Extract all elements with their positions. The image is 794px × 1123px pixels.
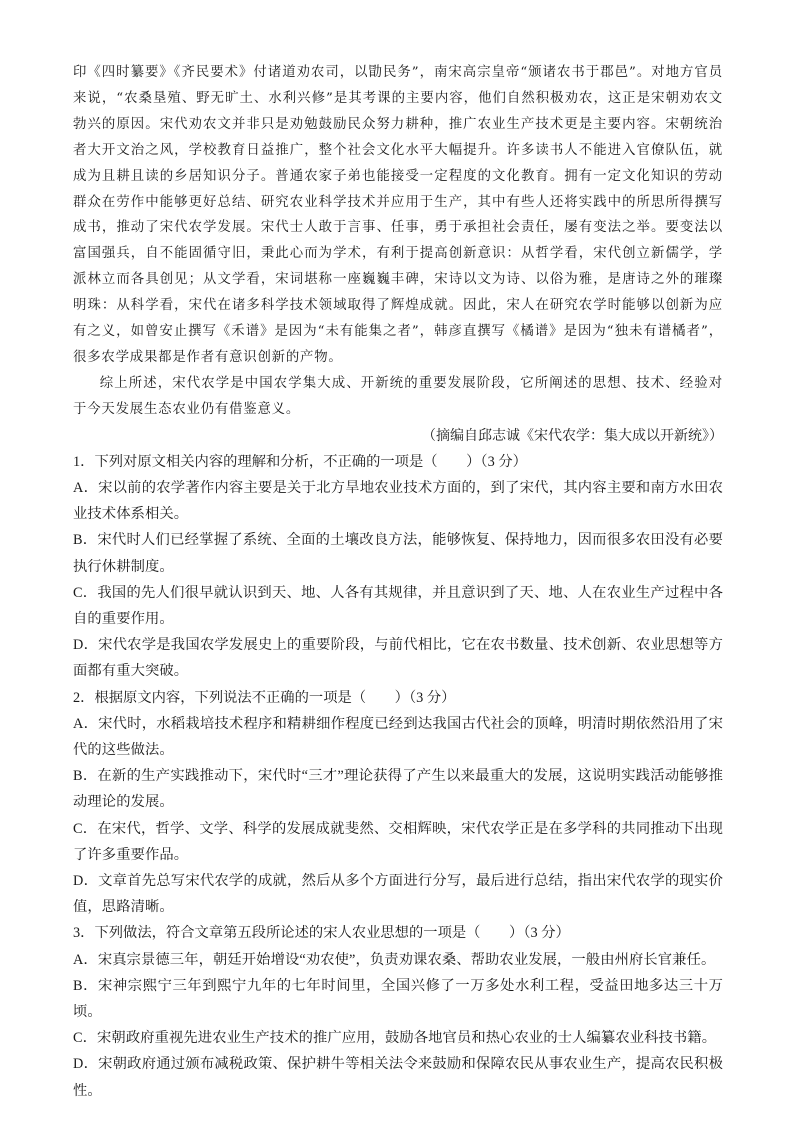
question-stem: 3．下列做法，符合文章第五段所论述的宋人农业思想的一项是（ ）（3 分） [73, 925, 570, 942]
question-option-b: B．在新的生产实践推动下，宋代时“三才”理论获得了产生以来最重大的发展，这说明实践活动能够推动理论的发展。 [73, 768, 723, 811]
question-option-a: A．宋真宗景德三年，朝廷开始增设“劝农使”，负责劝课农桑、帮助农业发展，一般由州府长官兼任。 [73, 951, 716, 968]
question-2 [73, 685, 723, 921]
question-3 [73, 920, 723, 1103]
passage-paragraph: 综上所述，宋代农学是中国农学集大成、开新统的重要发展阶段，它所阐述的思想、技术、经验对于今天发展生态农业仍有借鉴意义。 [73, 375, 723, 417]
passage-source: （摘编自邱志诚《宋代农学：集大成以开新统》） [422, 428, 723, 444]
question-option-d: D．宋朝政府通过颁布减税政策、保护耕牛等相关法令来鼓励和保障农民从事农业生产，提高农民积极性。 [73, 1056, 723, 1099]
question-option-c: C．宋朝政府重视先进农业生产技术的推广应用，鼓励各地官员和热心农业的士人编纂农业科技书籍。 [73, 1030, 717, 1047]
question-1 [73, 449, 723, 685]
exam-page [73, 60, 723, 1104]
passage-paragraph: 印《四时纂要》《齐民要术》付诸道劝农司，以勖民务”，南宋高宗皇帝“颁诸农书于郡邑”。对地方官员来说，“农桑垦殖、野无旷土、水利兴修”是其考课的主要内容，他们自然积极劝农，这正是宋朝劝农文勃兴的原因。宋代劝农文并非只是劝勉鼓励民众努力耕种，推广农业生产技术更是主要内容。宋朝统治者大开文治之风，学校教育日益推广，整个社会文化水平大幅提升。许多读书人不能进入官僚队伍，就成为且耕且读的乡居知识分子。普通农家子弟也能接受一定程度的文化教育。拥有一定文化知识的劳动群众在劳作中能够更好总结、研究农业科学技术并应用于生产，其中有些人还将实践中的所思所得撰写成书，推动了宋代农学发展。宋代士人敢于言事、任事，勇于承担社会责任，屡有变法之举。要变法以富国强兵，自不能固循守旧，秉此心而为学术，有利于提高创新意识：从哲学看，宋代创立新儒学，学派林立而各具创见；从文学看，宋词堪称一座巍巍丰碑，宋诗以文为诗、以俗为雅，是唐诗之外的璀璨明珠：从科学看，宋代在诸多科学技术领域取得了辉煌成就。因此，宋人在研究农学时能够以创新为应有之义，如曾安止撰写《禾谱》是因为“未有能集之者”，韩彦直撰写《橘谱》是因为“独未有谱橘者”，很多农学成果都是作者有意识创新的产物。 [73, 65, 723, 365]
question-option-c: C．我国的先人们很早就认识到天、地、人各有其规律，并且意识到了天、地、人在农业生产过程中各自的重要作用。 [73, 584, 723, 627]
question-list [73, 449, 723, 1104]
question-option-b: B．宋神宗熙宁三年到熙宁九年的七年时间里，全国兴修了一万多处水利工程，受益田地多达三十万顷。 [73, 977, 723, 1020]
question-option-d: D．宋代农学是我国农学发展史上的重要阶段，与前代相比，它在农书数量、技术创新、农业思想等方面都有重大突破。 [73, 637, 723, 680]
question-option-a: A．宋以前的农学著作内容主要是关于北方旱地农业技术方面的，到了宋代，其内容主要和南方水田农业技术体系相关。 [73, 479, 723, 523]
question-option-d: D．文章首先总写宋代农学的成就，然后从多个方面进行分写，最后进行总结，指出宋代农学的现实价值，思路清晰。 [73, 872, 723, 916]
question-stem: 1．下列对原文相关内容的理解和分析，不正确的一项是（ ）（3 分） [73, 453, 527, 470]
question-option-c: C．在宋代，哲学、文学、科学的发展成就斐然、交相辉映，宋代农学正是在多学科的共同推动下出现了许多重要作品。 [73, 820, 723, 863]
reading-passage [73, 60, 723, 423]
question-option-a: A．宋代时，水稻栽培技术程序和精耕细作程度已经到达我国古代社会的顶峰，明清时期依然沿用了宋代的这些做法。 [73, 715, 723, 758]
question-stem: 2．根据原文内容，下列说法不正确的一项是（ ）（3 分） [73, 689, 456, 706]
question-option-b: B．宋代时人们已经掌握了系统、全面的土壤改良方法，能够恢复、保持地力，因而很多农田没有必要执行休耕制度。 [73, 532, 723, 575]
